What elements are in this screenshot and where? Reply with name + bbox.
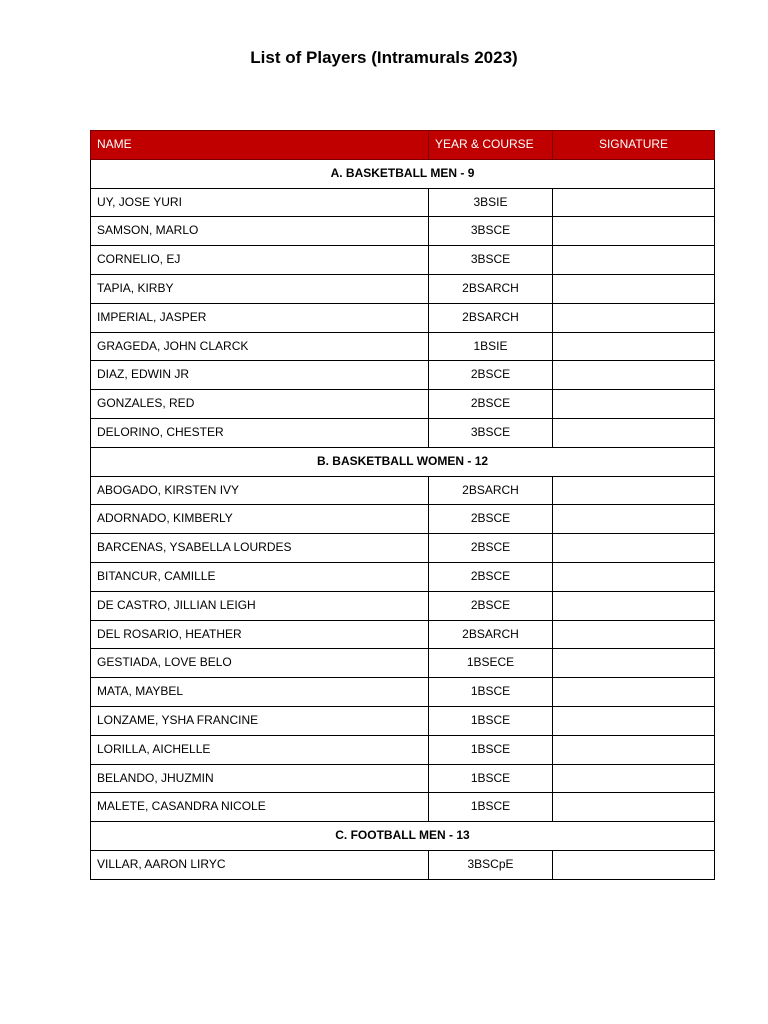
player-year-course: 2BSCE [429, 361, 553, 390]
player-year-course: 3BSCpE [429, 850, 553, 879]
player-name: CORNELIO, EJ [91, 246, 429, 275]
table-row [91, 217, 715, 246]
player-name: ABOGADO, KIRSTEN IVY [91, 476, 429, 505]
table-row [91, 735, 715, 764]
player-name: TAPIA, KIRBY [91, 274, 429, 303]
signature-cell[interactable] [553, 505, 715, 534]
table-row [91, 361, 715, 390]
table-row [91, 562, 715, 591]
player-name: DEL ROSARIO, HEATHER [91, 620, 429, 649]
table-row [91, 534, 715, 563]
table-row [91, 649, 715, 678]
player-year-course: 2BSARCH [429, 476, 553, 505]
player-year-course: 2BSARCH [429, 303, 553, 332]
player-name: LONZAME, YSHA FRANCINE [91, 706, 429, 735]
player-year-course: 1BSCE [429, 764, 553, 793]
player-year-course: 3BSIE [429, 188, 553, 217]
column-header-year-course: YEAR & COURSE [429, 131, 553, 160]
player-name: ADORNADO, KIMBERLY [91, 505, 429, 534]
signature-cell[interactable] [553, 591, 715, 620]
player-year-course: 1BSECE [429, 649, 553, 678]
table-row [91, 274, 715, 303]
player-year-course: 1BSCE [429, 735, 553, 764]
section-heading: B. BASKETBALL WOMEN - 12 [91, 447, 715, 476]
player-year-course: 2BSARCH [429, 274, 553, 303]
column-header-name: NAME [91, 131, 429, 160]
table-row [91, 620, 715, 649]
player-name: VILLAR, AARON LIRYC [91, 850, 429, 879]
player-name: DIAZ, EDWIN JR [91, 361, 429, 390]
signature-cell[interactable] [553, 188, 715, 217]
column-header-signature: SIGNATURE [553, 131, 715, 160]
table-row [91, 706, 715, 735]
table-row [91, 793, 715, 822]
signature-cell[interactable] [553, 735, 715, 764]
player-name: DE CASTRO, JILLIAN LEIGH [91, 591, 429, 620]
player-year-course: 1BSCE [429, 793, 553, 822]
player-name: IMPERIAL, JASPER [91, 303, 429, 332]
player-name: MATA, MAYBEL [91, 678, 429, 707]
table-row [91, 303, 715, 332]
player-year-course: 3BSCE [429, 418, 553, 447]
table-row [91, 476, 715, 505]
table-header-row [91, 131, 715, 160]
table-body [91, 159, 715, 879]
player-name: BELANDO, JHUZMIN [91, 764, 429, 793]
player-name: GONZALES, RED [91, 390, 429, 419]
signature-cell[interactable] [553, 649, 715, 678]
signature-cell[interactable] [553, 706, 715, 735]
player-year-course: 1BSCE [429, 706, 553, 735]
signature-cell[interactable] [553, 793, 715, 822]
player-name: LORILLA, AICHELLE [91, 735, 429, 764]
signature-cell[interactable] [553, 678, 715, 707]
section-row [91, 447, 715, 476]
player-name: GRAGEDA, JOHN CLARCK [91, 332, 429, 361]
signature-cell[interactable] [553, 534, 715, 563]
player-year-course: 2BSARCH [429, 620, 553, 649]
section-heading: C. FOOTBALL MEN - 13 [91, 822, 715, 851]
table-row [91, 246, 715, 275]
player-year-course: 2BSCE [429, 534, 553, 563]
signature-cell[interactable] [553, 303, 715, 332]
table-row [91, 850, 715, 879]
player-name: GESTIADA, LOVE BELO [91, 649, 429, 678]
player-year-course: 2BSCE [429, 562, 553, 591]
table-row [91, 418, 715, 447]
signature-cell[interactable] [553, 850, 715, 879]
table-row [91, 678, 715, 707]
signature-cell[interactable] [553, 620, 715, 649]
signature-cell[interactable] [553, 476, 715, 505]
player-year-course: 1BSCE [429, 678, 553, 707]
player-year-course: 3BSCE [429, 246, 553, 275]
player-year-course: 3BSCE [429, 217, 553, 246]
section-row [91, 822, 715, 851]
player-name: BITANCUR, CAMILLE [91, 562, 429, 591]
signature-cell[interactable] [553, 332, 715, 361]
signature-cell[interactable] [553, 418, 715, 447]
players-table [90, 130, 715, 880]
player-year-course: 2BSCE [429, 505, 553, 534]
signature-cell[interactable] [553, 361, 715, 390]
signature-cell[interactable] [553, 217, 715, 246]
table-row [91, 332, 715, 361]
player-year-course: 2BSCE [429, 591, 553, 620]
player-name: MALETE, CASANDRA NICOLE [91, 793, 429, 822]
table-row [91, 390, 715, 419]
signature-cell[interactable] [553, 390, 715, 419]
player-name: BARCENAS, YSABELLA LOURDES [91, 534, 429, 563]
signature-cell[interactable] [553, 764, 715, 793]
table-row [91, 505, 715, 534]
player-name: DELORINO, CHESTER [91, 418, 429, 447]
table-row [91, 764, 715, 793]
page-title: List of Players (Intramurals 2023) [250, 48, 518, 67]
player-year-course: 2BSCE [429, 390, 553, 419]
player-year-course: 1BSIE [429, 332, 553, 361]
signature-cell[interactable] [553, 562, 715, 591]
table-row [91, 591, 715, 620]
section-row [91, 159, 715, 188]
section-heading: A. BASKETBALL MEN - 9 [91, 159, 715, 188]
signature-cell[interactable] [553, 274, 715, 303]
player-name: SAMSON, MARLO [91, 217, 429, 246]
table-row [91, 188, 715, 217]
signature-cell[interactable] [553, 246, 715, 275]
player-name: UY, JOSE YURI [91, 188, 429, 217]
